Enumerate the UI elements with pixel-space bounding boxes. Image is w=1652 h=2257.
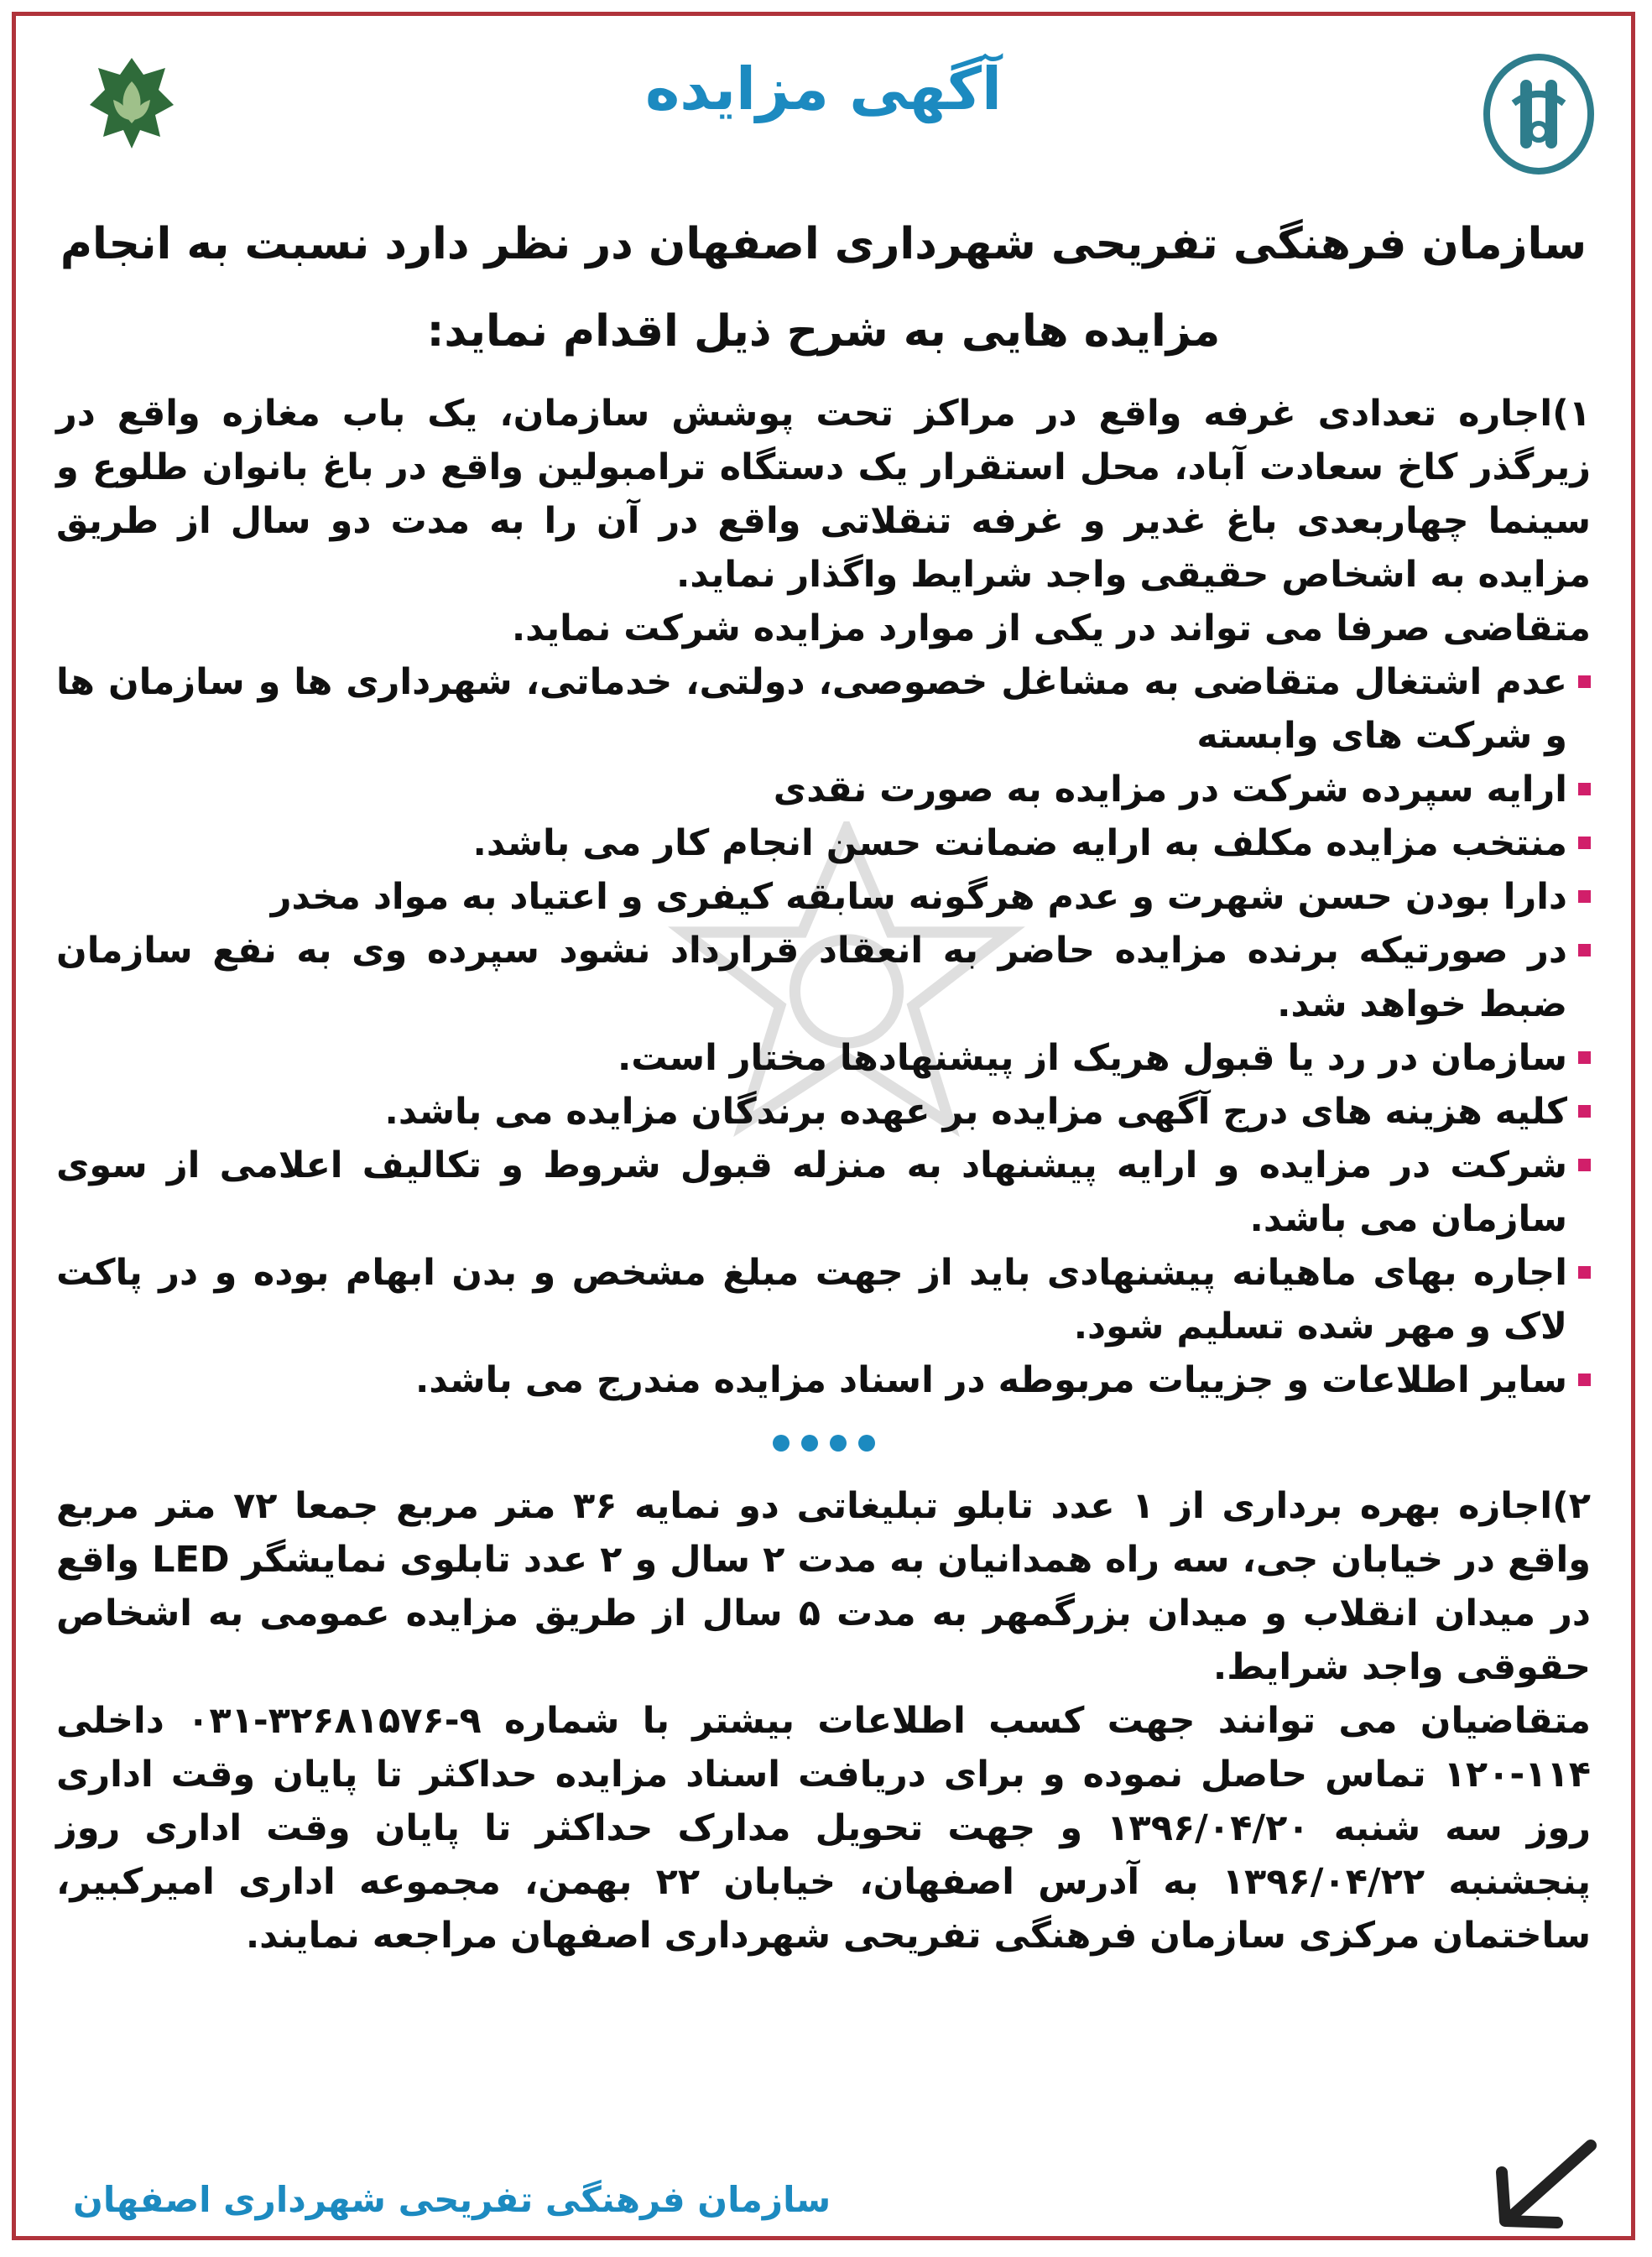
organization-signature: سازمان فرهنگی تفریحی شهرداری اصفهان bbox=[73, 2179, 831, 2220]
auction-notice bbox=[12, 12, 1635, 2240]
list-item: کلیه هزینه های درج آگهی مزایده بر عهده برندگان مزایده می باشد. bbox=[56, 1085, 1591, 1139]
list-item: سایر اطلاعات و جزییات مربوطه در اسناد مزایده مندرج می باشد. bbox=[56, 1353, 1591, 1407]
divider-dot-icon bbox=[858, 1435, 875, 1452]
bullet-square-icon bbox=[1578, 675, 1591, 688]
bullet-square-icon bbox=[1578, 1051, 1591, 1064]
section1-note: متقاضی صرفا می تواند در یکی از موارد مزایده شرکت نماید. bbox=[511, 607, 1591, 649]
list-item: اجاره بهای ماهیانه پیشنهادی باید از جهت مبلغ مشخص و بدن ابهام بوده و در پاکت لاک و مهر شده تسلیم شود. bbox=[56, 1246, 1591, 1353]
notice-content bbox=[56, 201, 1591, 1962]
divider-dot-icon bbox=[830, 1435, 847, 1452]
list-item: منتخب مزایده مکلف به ارایه ضمانت حسن انجام کار می باشد. bbox=[56, 816, 1591, 870]
intro-heading: سازمان فرهنگی تفریحی شهرداری اصفهان در نظر دارد نسبت به انجام مزایده هایی به شرح ذیل اقدام نماید: bbox=[60, 219, 1587, 357]
bullet-square-icon bbox=[1578, 944, 1591, 956]
section-divider bbox=[56, 1407, 1591, 1479]
list-item: شرکت در مزایده و ارایه پیشنهاد به منزله قبول شروط و تکالیف اعلامی از سوی سازمان می باشد. bbox=[56, 1139, 1591, 1246]
notice-title: آگهی مزایده bbox=[644, 55, 1003, 123]
bullet-square-icon bbox=[1578, 837, 1591, 849]
organization-leaf-logo-icon bbox=[88, 56, 175, 159]
list-item: ارایه سپرده شرکت در مزایده به صورت نقدی bbox=[56, 763, 1591, 816]
section1-text: ۱)اجاره تعدادی غرفه واقع در مراکز تحت پوشش سازمان، یک باب مغازه واقع در زیرگذر کاخ سعادت آباد، محل استقرار یک دستگاه ترامبولین واقع در باغ بانوان طلوع و سینما چهاربعدی باغ غدیر و غرفه تنقلاتی واقع در آن را به مدت دو سال از طریق مزایده به اشخاص حقیقی واجد شرایط واگذار نماید. bbox=[56, 393, 1591, 596]
divider-dot-icon bbox=[801, 1435, 818, 1452]
list-item: عدم اشتغال متقاضی به مشاغل خصوصی، دولتی، خدماتی، شهرداری ها و سازمان ها و شرکت های وابسته bbox=[56, 655, 1591, 763]
arrow-down-left-icon bbox=[1487, 2139, 1601, 2231]
list-item: دارا بودن حسن شهرت و عدم هرگونه سابقه کیفری و اعتیاد به مواد مخدر bbox=[56, 870, 1591, 924]
bullet-square-icon bbox=[1578, 1105, 1591, 1118]
header bbox=[16, 16, 1631, 192]
bullet-square-icon bbox=[1578, 1266, 1591, 1279]
bullet-square-icon bbox=[1578, 1159, 1591, 1171]
list-item: سازمان در رد یا قبول هریک از پیشنهادها مختار است. bbox=[56, 1031, 1591, 1085]
list-item: در صورتیکه برنده مزایده حاضر به انعقاد قرارداد نشود سپرده وی به نفع سازمان ضبط خواهد شد. bbox=[56, 924, 1591, 1031]
conditions-list bbox=[56, 655, 1591, 1407]
section2-contact: متقاضیان می توانند جهت کسب اطلاعات بیشتر با شماره ۹-۳۲۶۸۱۵۷۶-۰۳۱ داخلی ۱۱۴-۱۲۰ تماس حاصل نموده و برای دریافت اسناد مزایده حداکثر تا پایان وقت اداری روز سه شنبه ۱۳۹۶/۰۴/۲۰ و جهت تحویل مدارک حداکثر تا پایان وقت اداری روز پنجشنبه ۱۳۹۶/۰۴/۲۲ به آدرس اصفهان، خیابان ۲۲ بهمن، مجموعه اداری امیرکبیر، ساختمان مرکزی سازمان فرهنگی تفریحی شهرداری اصفهان مراجعه نمایند. bbox=[56, 1700, 1591, 1957]
bullet-square-icon bbox=[1578, 890, 1591, 903]
divider-dot-icon bbox=[773, 1435, 790, 1452]
bullet-square-icon bbox=[1578, 1373, 1591, 1386]
bullet-square-icon bbox=[1578, 783, 1591, 795]
section2-text: ۲)اجازه بهره برداری از ۱ عدد تابلو تبلیغاتی دو نمایه ۳۶ متر مربع جمعا ۷۲ متر مربع واقع در خیابان جی، سه راه همدانیان به مدت ۲ سال و ۲ عدد تابلوی نمایشگر LED واقع در میدان انقلاب و میدان بزرگمهر به مدت ۵ سال از طریق مزایده عمومی به اشخاص حقوقی واجد شرایط. bbox=[56, 1485, 1592, 1688]
